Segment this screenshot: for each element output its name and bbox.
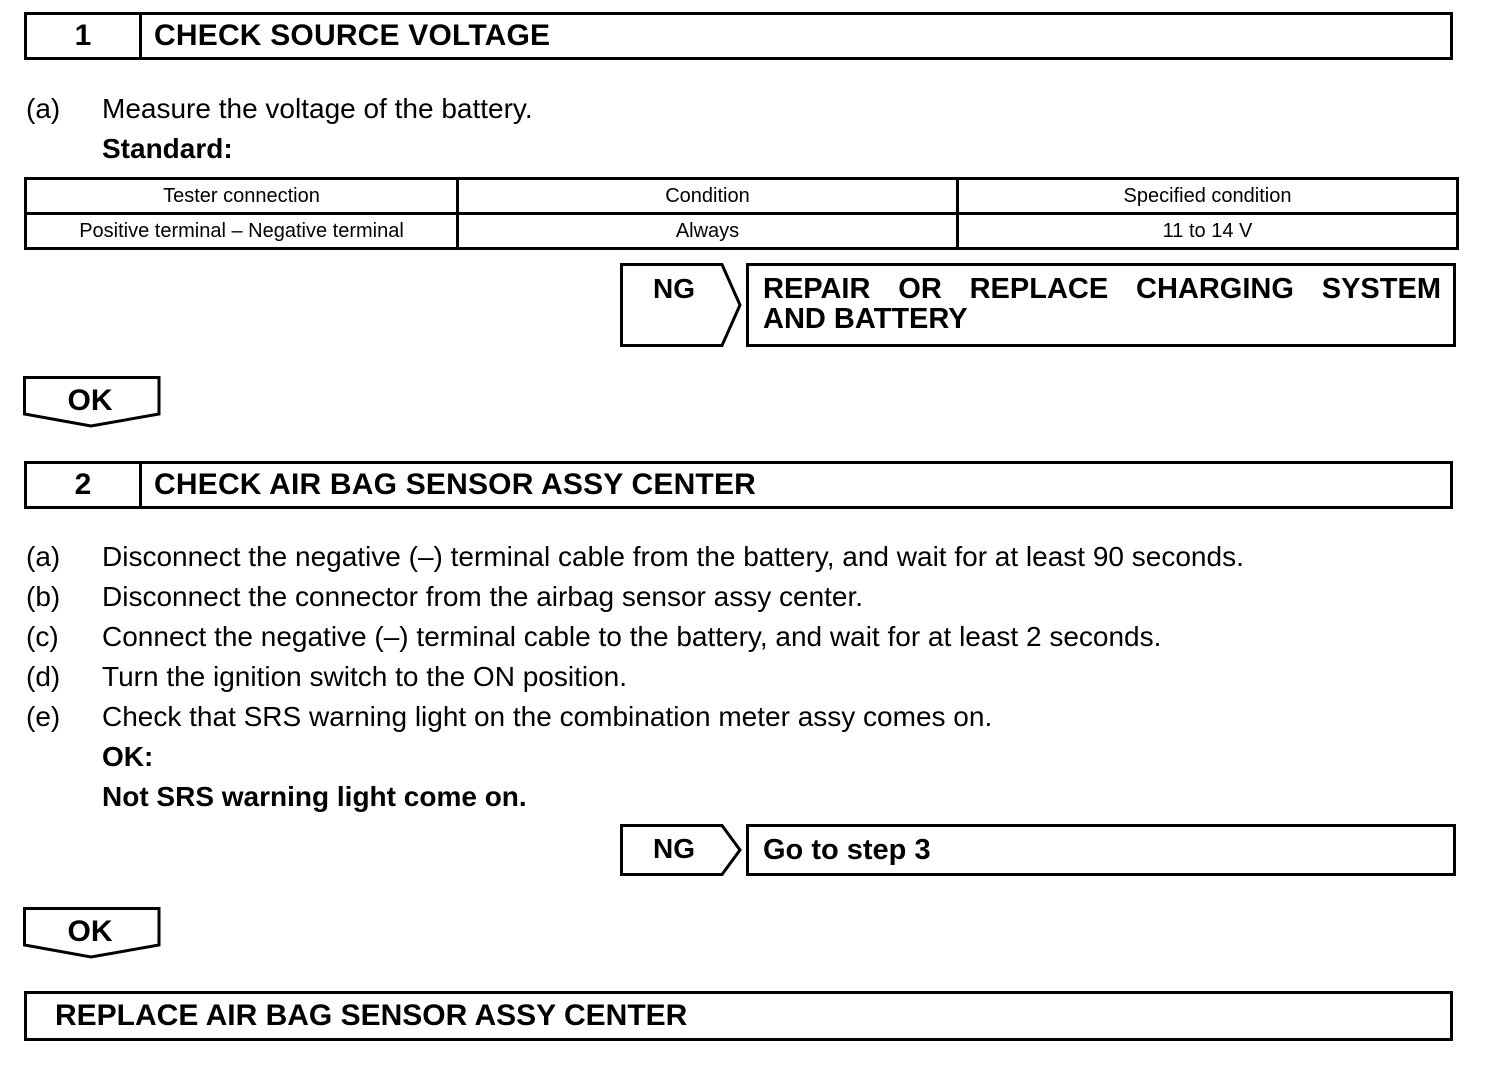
ng-label: NG (653, 833, 695, 864)
step2-header (24, 461, 1453, 509)
item-text: Turn the ignition switch to the ON position. (102, 661, 627, 692)
step2-ng-result: Go to step 3 (746, 824, 1456, 876)
step2-ng-arrow (620, 824, 742, 876)
step1-ok-arrow (23, 376, 161, 428)
spec-table (24, 177, 1459, 250)
step1-number: 1 (27, 15, 142, 57)
item-text: Connect the negative (–) terminal cable to the battery, and wait for at least 2 seconds. (102, 621, 1162, 652)
table-header-cell: Tester connection (26, 179, 458, 214)
item-text: Disconnect the negative (–) terminal cable from the battery, and wait for at least 90 seconds. (102, 541, 1244, 572)
item-label: (c) (26, 621, 59, 652)
step1-ng-arrow (620, 263, 742, 347)
standard-label: Standard: (102, 133, 233, 164)
step1-ng-result (746, 263, 1456, 347)
ng-label: NG (653, 273, 695, 304)
step2-title: CHECK AIR BAG SENSOR ASSY CENTER (154, 468, 757, 501)
item-text: Measure the voltage of the battery. (102, 93, 533, 124)
step1-header (24, 12, 1453, 60)
ok-label: OK (67, 915, 113, 948)
ok-heading: OK: (102, 741, 154, 772)
item-label: (e) (26, 701, 61, 732)
item-label: (d) (26, 661, 61, 692)
table-header-cell: Condition (458, 179, 958, 214)
ok-condition: Not SRS warning light come on. (102, 781, 527, 812)
step1-title: CHECK SOURCE VOLTAGE (154, 19, 551, 52)
ng-result-line2: AND BATTERY (763, 303, 968, 335)
item-label: (a) (26, 93, 61, 124)
item-label: (a) (26, 541, 61, 572)
step2-ok-arrow (23, 907, 161, 959)
table-header-row (26, 179, 1458, 214)
ok-label: OK (67, 384, 113, 417)
table-cell: 11 to 14 V (958, 214, 1458, 249)
table-row (26, 214, 1458, 249)
ng-result-line1: REPAIR OR REPLACE CHARGING SYSTEM (763, 273, 1441, 305)
final-action: REPLACE AIR BAG SENSOR ASSY CENTER (24, 991, 1453, 1041)
item-text: Check that SRS warning light on the combination meter assy comes on. (102, 701, 993, 732)
table-header-cell: Specified condition (958, 179, 1458, 214)
item-text: Disconnect the connector from the airbag sensor assy center. (102, 581, 864, 612)
item-label: (b) (26, 581, 61, 612)
table-cell: Positive terminal – Negative terminal (26, 214, 458, 249)
table-cell: Always (458, 214, 958, 249)
step2-number: 2 (27, 464, 142, 506)
